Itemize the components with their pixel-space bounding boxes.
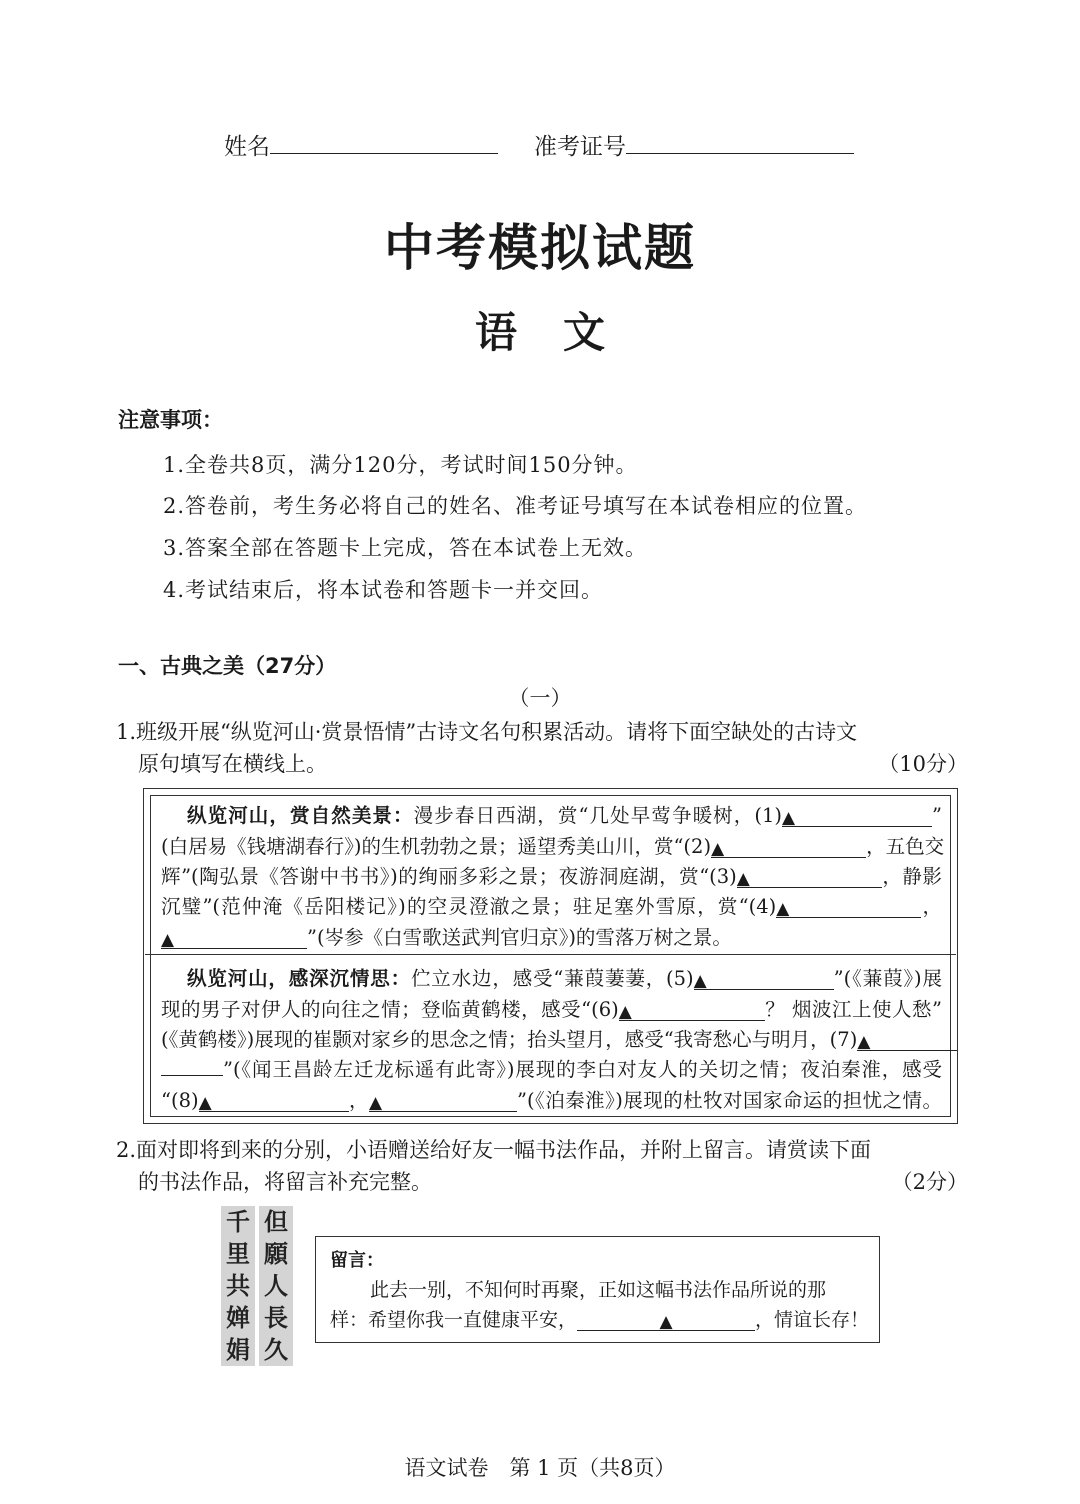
line-text: ，静影 [881,865,942,888]
line-text: (《黄鹤楼》)展现的崔颢对家乡的思念之情；抬头望月，感受“我寄愁心与明月，(7) [161,1028,858,1051]
candidate-info-row [224,128,854,161]
line-text: “(8) [161,1089,199,1112]
question-1-line2: 原句填写在横线上。 [138,752,327,776]
answer-blank-cont[interactable] [161,1075,223,1076]
notice-item: 4.考试结束后，将本试卷和答题卡一并交回。 [163,578,604,602]
question-2-points: （2分） [891,1170,968,1194]
notice-item: 3.答案全部在答题卡上完成，答在本试卷上无效。 [163,536,648,560]
triangle-icon: ▲ [369,1093,383,1113]
subject-title: 语文 [474,308,651,357]
line-text: 沉璧”(范仲淹《岳阳楼记》)的空灵澄澈之景；驻足塞外雪原，赏“(4) [161,895,777,918]
line-text: ， [921,895,942,918]
answer-blank[interactable] [776,897,921,918]
table-line [161,1025,942,1055]
calligraphy-char: 千 [226,1207,250,1236]
question-2-line2: 的书法作品，将留言补充完整。 [138,1170,432,1194]
triangle-icon: ▲ [782,808,796,828]
answer-blank[interactable] [577,1311,755,1331]
answer-blank[interactable] [369,1091,517,1112]
answer-blank[interactable] [711,837,866,858]
line-text: ，情谊长存！ [755,1309,870,1331]
answer-blank[interactable] [199,1091,349,1112]
row-heading: 纵览河山，感深沉情思： [187,967,411,990]
calligraphy-char: 久 [264,1335,288,1364]
message-box [315,1236,880,1343]
message-title: 留言： [330,1250,384,1271]
question-1-text-cont [116,748,968,780]
name-blank [270,131,498,154]
name-label: 姓名 [224,134,270,160]
answer-blank[interactable] [694,969,834,990]
triangle-icon: ▲ [711,839,725,859]
table-line [161,1086,942,1116]
calligraphy-char: 願 [264,1239,288,1268]
line-text: 样：希望你我一直健康平安， [330,1309,578,1331]
table-line [187,801,942,831]
table-line [161,832,945,862]
line-text: 伫立水边，感受“蒹葭萋萋，(5) [410,967,694,990]
answer-blank[interactable] [782,806,932,827]
triangle-icon: ▲ [161,930,175,950]
calligraphy-char: 里 [226,1239,250,1268]
question-1-points: （10分） [878,752,968,776]
calligraphy-char: 婵 [226,1303,250,1332]
calligraphy-char: 娟 [226,1335,250,1364]
line-text: ”(《泊秦淮》)展现的杜牧对国家命运的担忧之情。 [517,1089,942,1112]
question-1-text: 1.班级开展“纵览河山·赏景悟情”古诗文名句积累活动。请将下面空缺处的古诗文 [116,720,858,744]
line-text: ” [932,804,942,827]
row-heading: 纵览河山，赏自然美景： [187,804,414,827]
table-line [161,923,942,953]
triangle-icon: ▲ [776,899,790,919]
table-inner-border [150,795,951,1117]
table-line [187,964,942,994]
answer-blank[interactable] [737,867,882,888]
calligraphy-column-left [221,1206,255,1366]
message-line: 此去一别，不知何时再聚，正如这幅书法作品所说的那 [370,1279,827,1301]
calligraphy-char: 人 [264,1271,288,1300]
subsection-heading: （一） [508,686,572,710]
fill-in-table [143,788,958,1124]
message-line [330,1306,869,1334]
exam-title: 中考模拟试题 [384,218,696,277]
triangle-icon: ▲ [693,971,707,991]
line-text: 现的男子对伊人的向往之情；登临黄鹤楼，感受“(6) [161,998,619,1021]
line-text: ， [348,1089,369,1112]
line-text: (白居易《钱塘湖春行》)的生机勃勃之景；遥望秀美山川，赏“(2) [161,835,712,858]
page-footer: 语文试卷 第 1 页（共8页） [404,1456,676,1480]
calligraphy-char: 長 [264,1303,288,1332]
answer-blank[interactable] [619,1000,765,1021]
notice-heading: 注意事项： [118,408,223,432]
line-text: ？ 烟波江上使人愁” [764,998,942,1021]
triangle-icon: ▲ [198,1093,212,1113]
calligraphy-char: 共 [226,1271,250,1300]
answer-blank[interactable] [857,1030,957,1051]
line-text: ”(《闻王昌龄左迁龙标遥有此寄》)展现的李白对友人的关切之情；夜泊秦淮，感受 [223,1058,942,1081]
line-text: 漫步春日西湖，赏“几处早莺争暖树，(1) [413,804,783,827]
section-heading: 一、古典之美（27分） [118,654,337,678]
calligraphy-column-right [259,1206,293,1366]
table-line [161,995,942,1025]
triangle-icon: ▲ [618,1002,632,1022]
notice-item: 1.全卷共8页，满分120分，考试时间150分钟。 [163,453,638,477]
line-text: ，五色交 [866,835,945,858]
triangle-icon: ▲ [857,1032,871,1052]
triangle-icon: ▲ [659,1312,673,1332]
table-line [161,892,942,922]
notice-item: 2.答卷前，考生务必将自己的姓名、准考证号填写在本试卷相应的位置。 [163,494,868,518]
line-text: ”(《蒹葭》)展 [833,967,942,990]
table-line [161,1055,942,1085]
line-text: 辉”(陶弘景《答谢中书书》)的绚丽多彩之景；夜游洞庭湖，赏“(3) [161,865,737,888]
question-2-text-cont [116,1166,968,1198]
answer-blank[interactable] [161,928,307,949]
table-row-divider [145,954,956,955]
triangle-icon: ▲ [736,869,750,889]
line-text: ”(岑参《白雪歌送武判官归京》)的雪落万树之景。 [307,926,732,949]
calligraphy-char: 但 [264,1207,288,1236]
table-line [161,862,942,892]
question-2-text: 2.面对即将到来的分别，小语赠送给好友一幅书法作品，并附上留言。请赏读下面 [116,1138,872,1162]
exam-id-label: 准考证号 [534,134,626,160]
exam-id-blank [626,131,854,154]
